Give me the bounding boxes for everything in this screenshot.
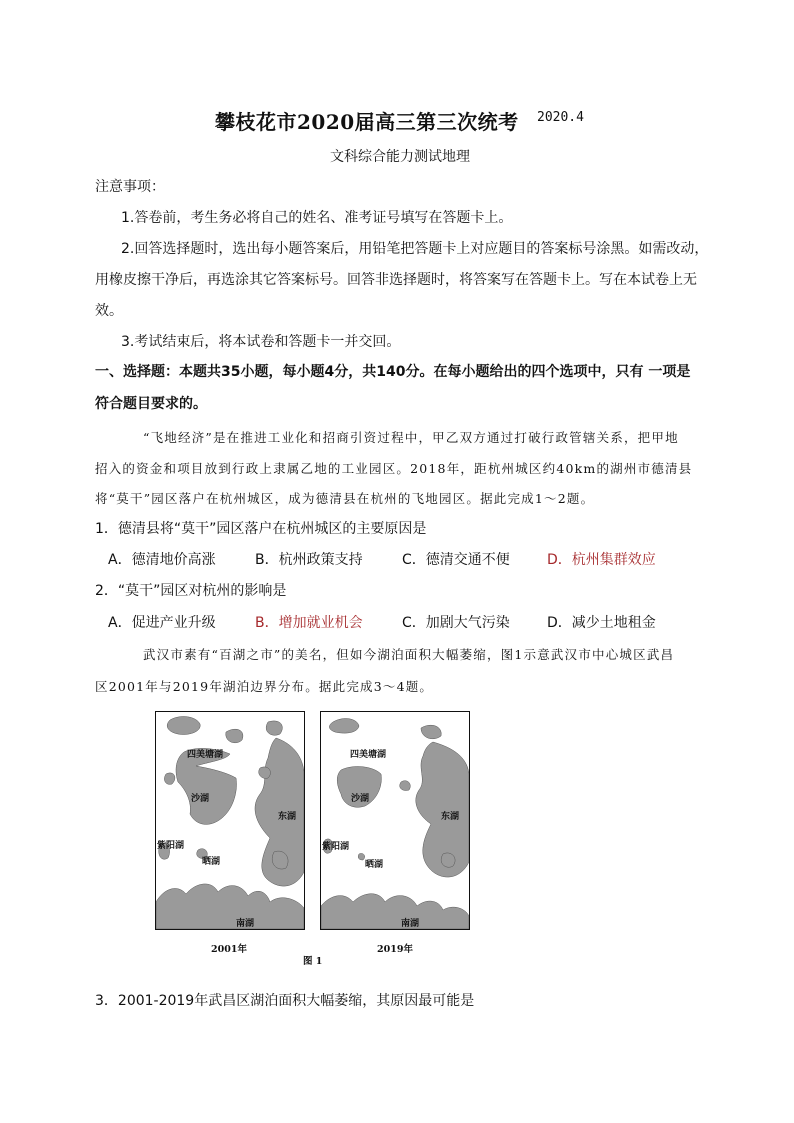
question-2-option-d[interactable]: D．减少土地租金 xyxy=(547,615,656,631)
map-2019 xyxy=(320,711,470,930)
lake-shape xyxy=(421,725,441,739)
map-2001-label-nanhu: 南湖 xyxy=(236,919,255,929)
notes-item-2-line-2: 用橡皮擦干净后，再选涂其它答案标号。回答非选择题时，将答案写在答题卡上。写在本试卷上无 xyxy=(95,272,697,288)
notes-heading: 注意事项： xyxy=(95,179,165,195)
map-2001-year-caption: 2001年 xyxy=(211,944,247,955)
passage-1-line-2: 招入的资金和项目放到行政上隶属乙地的工业园区。2018年，距杭州城区约40km的湖州市德清县 xyxy=(95,461,693,476)
map-2019-label-shahu: 沙湖 xyxy=(351,794,370,804)
page-title: 攀枝花市2020届高三第三次统考 xyxy=(215,110,519,134)
lake-shape xyxy=(441,853,455,867)
notes-item-2-line-1: 2.回答选择题时，选出每小题答案后，用铅笔把答题卡上对应题目的答案标号涂黑。如需改动， xyxy=(121,241,709,257)
passage-1-line-3: 将“莫干”园区落户在杭州城区，成为德清县在杭州的飞地园区。据此完成1～2题。 xyxy=(95,491,595,506)
section-heading-line-2: 符合题目要求的。 xyxy=(95,396,207,412)
lake-shape xyxy=(259,767,271,778)
figure-caption: 图 1 xyxy=(303,956,323,967)
passage-2-line-2: 区2001年与2019年湖泊边界分布。据此完成3～4题。 xyxy=(95,679,434,694)
notes-item-3: 3.考试结束后，将本试卷和答题卡一并交回。 xyxy=(121,334,401,350)
lake-shape xyxy=(358,853,364,860)
page-subtitle: 文科综合能力测试地理 xyxy=(330,149,470,165)
map-2001-label-simeitang: 四美塘湖 xyxy=(187,750,224,760)
question-1-stem: 1．德清县将“莫干”园区落户在杭州城区的主要原因是 xyxy=(95,521,427,537)
map-2019-label-simeitang: 四美塘湖 xyxy=(350,750,387,760)
map-2001-label-donghu: 东湖 xyxy=(278,812,297,822)
question-1-option-a[interactable]: A．德清地价高涨 xyxy=(108,552,216,568)
map-2001 xyxy=(155,711,305,930)
question-1-option-c[interactable]: C．德清交通不便 xyxy=(402,552,510,568)
lake-shape xyxy=(164,773,174,784)
map-2001-label-shahu: 沙湖 xyxy=(191,794,210,804)
lake-shape xyxy=(321,894,469,929)
question-1-option-b[interactable]: B．杭州政策支持 xyxy=(255,552,363,568)
question-2-option-b[interactable]: B．增加就业机会 xyxy=(255,615,363,631)
question-2-option-a[interactable]: A．促进产业升级 xyxy=(108,615,216,631)
map-2001-label-ziyanghu: 紫阳湖 xyxy=(157,841,185,851)
question-2-option-c[interactable]: C．加剧大气污染 xyxy=(402,615,510,631)
lake-shape xyxy=(226,729,243,743)
lake-shape xyxy=(167,717,200,735)
question-3-stem: 3．2001-2019年武昌区湖泊面积大幅萎缩，其原因最可能是 xyxy=(95,993,475,1009)
notes-item-1: 1.答卷前，考生务必将自己的姓名、准考证号填写在答题卡上。 xyxy=(121,210,513,226)
question-1-option-d[interactable]: D．杭州集群效应 xyxy=(547,552,656,568)
map-2019-label-ziyanghu: 紫阳湖 xyxy=(322,842,350,852)
map-2001-label-shaihu: 晒湖 xyxy=(202,857,221,867)
map-2019-year-caption: 2019年 xyxy=(377,944,413,955)
notes-item-2-line-3: 效。 xyxy=(95,303,123,319)
passage-2-line-1: 武汉市素有“百湖之市”的美名，但如今湖泊面积大幅萎缩，图1示意武汉市中心城区武昌 xyxy=(143,647,675,662)
exam-date: 2020.4 xyxy=(537,110,584,125)
section-heading-line-1: 一、选择题：本题共35小题，每小题4分，共140分。在每小题给出的四个选项中，只有 一项是 xyxy=(95,364,691,380)
lake-shape xyxy=(156,884,304,929)
passage-1-line-1: “飞地经济”是在推进工业化和招商引资过程中，甲乙双方通过打破行政管辖关系，把甲地 xyxy=(143,430,679,445)
lake-shape xyxy=(266,721,282,735)
question-2-stem: 2．“莫干”园区对杭州的影响是 xyxy=(95,583,287,599)
lake-shape xyxy=(400,781,411,791)
map-2019-label-nanhu: 南湖 xyxy=(401,919,420,929)
map-2019-label-shaihu: 晒湖 xyxy=(365,860,384,870)
lake-shape xyxy=(329,719,359,734)
map-2019-label-donghu: 东湖 xyxy=(441,812,460,822)
